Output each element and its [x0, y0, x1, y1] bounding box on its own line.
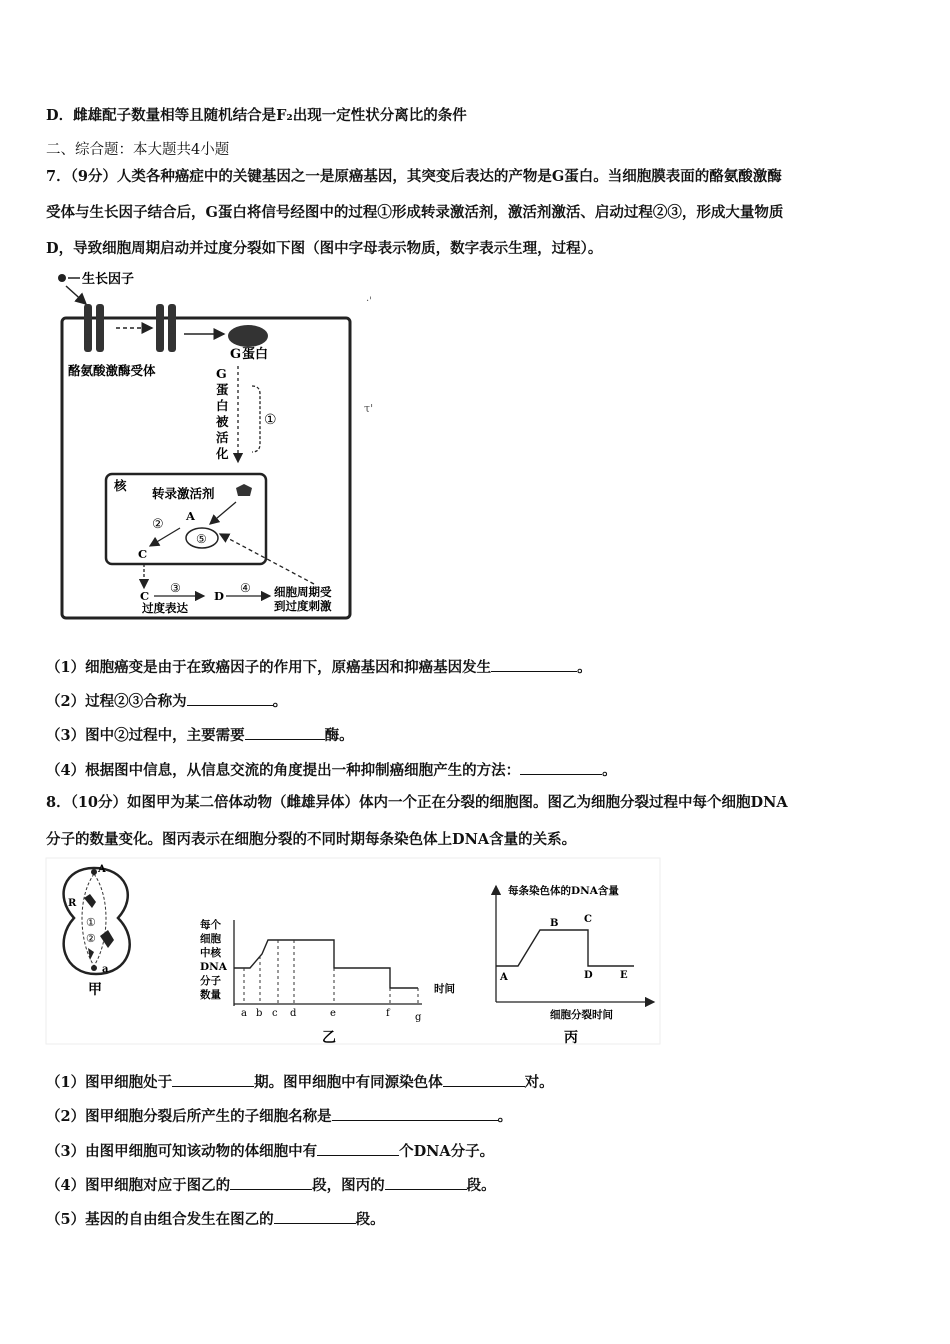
bing-pt-e: E — [620, 970, 628, 981]
bing-xlabel: 细胞分裂时间 — [550, 1009, 613, 1021]
chart-bing — [496, 884, 654, 1046]
activator-icon — [236, 484, 252, 496]
q8-intro-line2: 分子的数量变化。图丙表示在细胞分裂的不同时期每条染色体上DNA含量的关系。 — [46, 831, 577, 848]
bing-ylabel: 每条染色体的DNA含量 — [508, 885, 619, 897]
yi-tick-d: d — [290, 1008, 297, 1019]
receptor-label: 酪氨酸激酶受体 — [68, 363, 156, 378]
bing-pt-b: B — [550, 918, 559, 929]
q7-sub1: （1）细胞癌变是由于在致癌因子的作用下，原癌基因和抑癌基因发生 。 — [46, 659, 592, 676]
bing-pt-d: D — [584, 970, 593, 981]
q8-sub4-blank2[interactable] — [385, 1175, 467, 1190]
jia-n2: ② — [86, 932, 96, 945]
q8-figures — [44, 856, 662, 1048]
growth-factor-dot — [58, 274, 66, 282]
activator-label: 转录激活剂 — [152, 486, 215, 501]
yi-tick-e: e — [330, 1008, 336, 1019]
q8-sub1-blank1[interactable] — [172, 1072, 254, 1087]
bing-pt-c: C — [584, 914, 592, 925]
yi-ylabel-0: 每个 — [200, 919, 221, 931]
q8-intro-line1: 8．（10分）如图甲为某二倍体动物（雌雄异体）体内一个正在分裂的细胞图。图乙为细胞分裂过程中每个细胞DNA — [46, 794, 788, 811]
nucleus-label: 核 — [114, 478, 127, 493]
g-protein-blob — [228, 325, 268, 347]
g-vert-1: 蛋 — [216, 382, 229, 397]
yi-tick-f: f — [386, 1008, 390, 1019]
label-d: D — [214, 589, 224, 603]
q8-sub5: （5）基因的自由组合发生在图乙的 段。 — [46, 1211, 385, 1228]
q7-sub3: （3）图中②过程中，主要需要 酶。 — [46, 727, 354, 744]
cell-jia — [64, 864, 130, 998]
yi-ylabel-1: 细胞 — [200, 933, 221, 945]
q8-sub4-blank1[interactable] — [230, 1175, 312, 1190]
jia-label-a2: a — [102, 964, 109, 975]
q7-sub4-blank[interactable] — [520, 760, 602, 775]
q7-intro-line2: 受体与生长因子结合后，G蛋白将信号经图中的过程①形成转录激活剂，激活剂激活、启动过程②③，形成大量物质 — [46, 204, 784, 221]
step-4-label: ④ — [240, 581, 251, 595]
yi-tick-a: a — [241, 1008, 247, 1019]
overexpress-label: 过度表达 — [142, 601, 188, 615]
yi-tick-c: c — [272, 1008, 278, 1019]
stray-mark-1: ·' — [366, 296, 372, 307]
stray-mark-2: τ' — [364, 402, 374, 415]
option-d: D．雌雄配子数量相等且随机结合是F₂出现一定性状分离比的条件 — [46, 107, 467, 124]
jia-label-a: A — [98, 864, 106, 875]
bing-pt-a: A — [500, 972, 508, 983]
jia-n1: ① — [86, 916, 96, 929]
q7-sub2: （2）过程②③合称为 。 — [46, 693, 288, 710]
g-vert-0: G — [216, 366, 227, 381]
g-vert-4: 活 — [216, 430, 229, 445]
g-vert-2: 白 — [216, 398, 229, 413]
g-protein-g: G — [230, 347, 242, 362]
receptor-left — [84, 304, 104, 352]
yi-ylabel-2: 中核 — [200, 947, 221, 959]
section-heading: 二、综合题：本大题共4小题 — [46, 142, 230, 158]
q7-sub1-blank[interactable] — [491, 657, 577, 672]
q8-sub2-blank[interactable] — [332, 1106, 498, 1121]
q7-signal-pathway-figure — [44, 266, 384, 626]
step-3-label: ③ — [170, 581, 181, 595]
cycle-label-2: 到过度刺激 — [274, 599, 332, 613]
bing-caption: 丙 — [564, 1030, 578, 1046]
q8-sub2: （2）图甲细胞分裂后所产生的子细胞名称是 。 — [46, 1108, 513, 1125]
chart-yi — [199, 918, 455, 1046]
q7-sub4: （4）根据图中信息，从信息交流的角度提出一种抑制癌细胞产生的方法： 。 — [46, 762, 617, 779]
jia-caption: 甲 — [88, 982, 102, 998]
q7-sub3-blank[interactable] — [245, 725, 325, 740]
g-vert-5: 化 — [216, 446, 229, 461]
label-c-cytoplasm: C — [140, 589, 150, 603]
step-2-label: ② — [152, 517, 164, 532]
step-5-label: ⑤ — [196, 532, 207, 546]
jia-label-r: R — [68, 898, 77, 909]
q7-intro-line1: 7．（9分）人类各种癌症中的关键基因之一是原癌基因，其突变后表达的产物是G蛋白。当细胞膜表面的酪氨酸激酶 — [46, 168, 782, 185]
yi-caption: 乙 — [322, 1030, 336, 1046]
growth-factor-label: 生长因子 — [82, 272, 135, 287]
q8-sub3: （3）由图甲细胞可知该动物的体细胞中有 个DNA分子。 — [46, 1143, 495, 1160]
yi-tick-b: b — [256, 1008, 263, 1019]
q7-sub2-blank[interactable] — [187, 691, 273, 706]
receptor-right — [156, 304, 176, 352]
yi-ylabel-5: 数量 — [200, 989, 221, 1001]
yi-tick-g: g — [415, 1012, 422, 1023]
label-a: A — [186, 509, 195, 523]
yi-xlabel: 时间 — [434, 983, 455, 995]
step-1-label: ① — [264, 412, 277, 428]
q7-intro-line3: D，导致细胞周期启动并过度分裂如下图（图中字母表示物质，数字表示生理，过程）。 — [46, 240, 603, 257]
q8-sub1-blank2[interactable] — [443, 1072, 525, 1087]
g-vert-3: 被 — [216, 414, 229, 429]
q8-sub4: （4）图甲细胞对应于图乙的 段，图丙的 段。 — [46, 1177, 496, 1194]
yi-ylabel-3: DNA — [200, 961, 227, 973]
g-protein-label: 蛋白 — [242, 347, 269, 362]
yi-ylabel-4: 分子 — [200, 975, 221, 987]
q8-sub3-blank[interactable] — [317, 1141, 399, 1156]
q8-sub5-blank[interactable] — [274, 1209, 356, 1224]
label-c-nucleus: C — [138, 547, 148, 561]
q8-sub1: （1）图甲细胞处于 期。图甲细胞中有同源染色体 对。 — [46, 1074, 554, 1091]
cycle-label-1: 细胞周期受 — [274, 585, 332, 599]
